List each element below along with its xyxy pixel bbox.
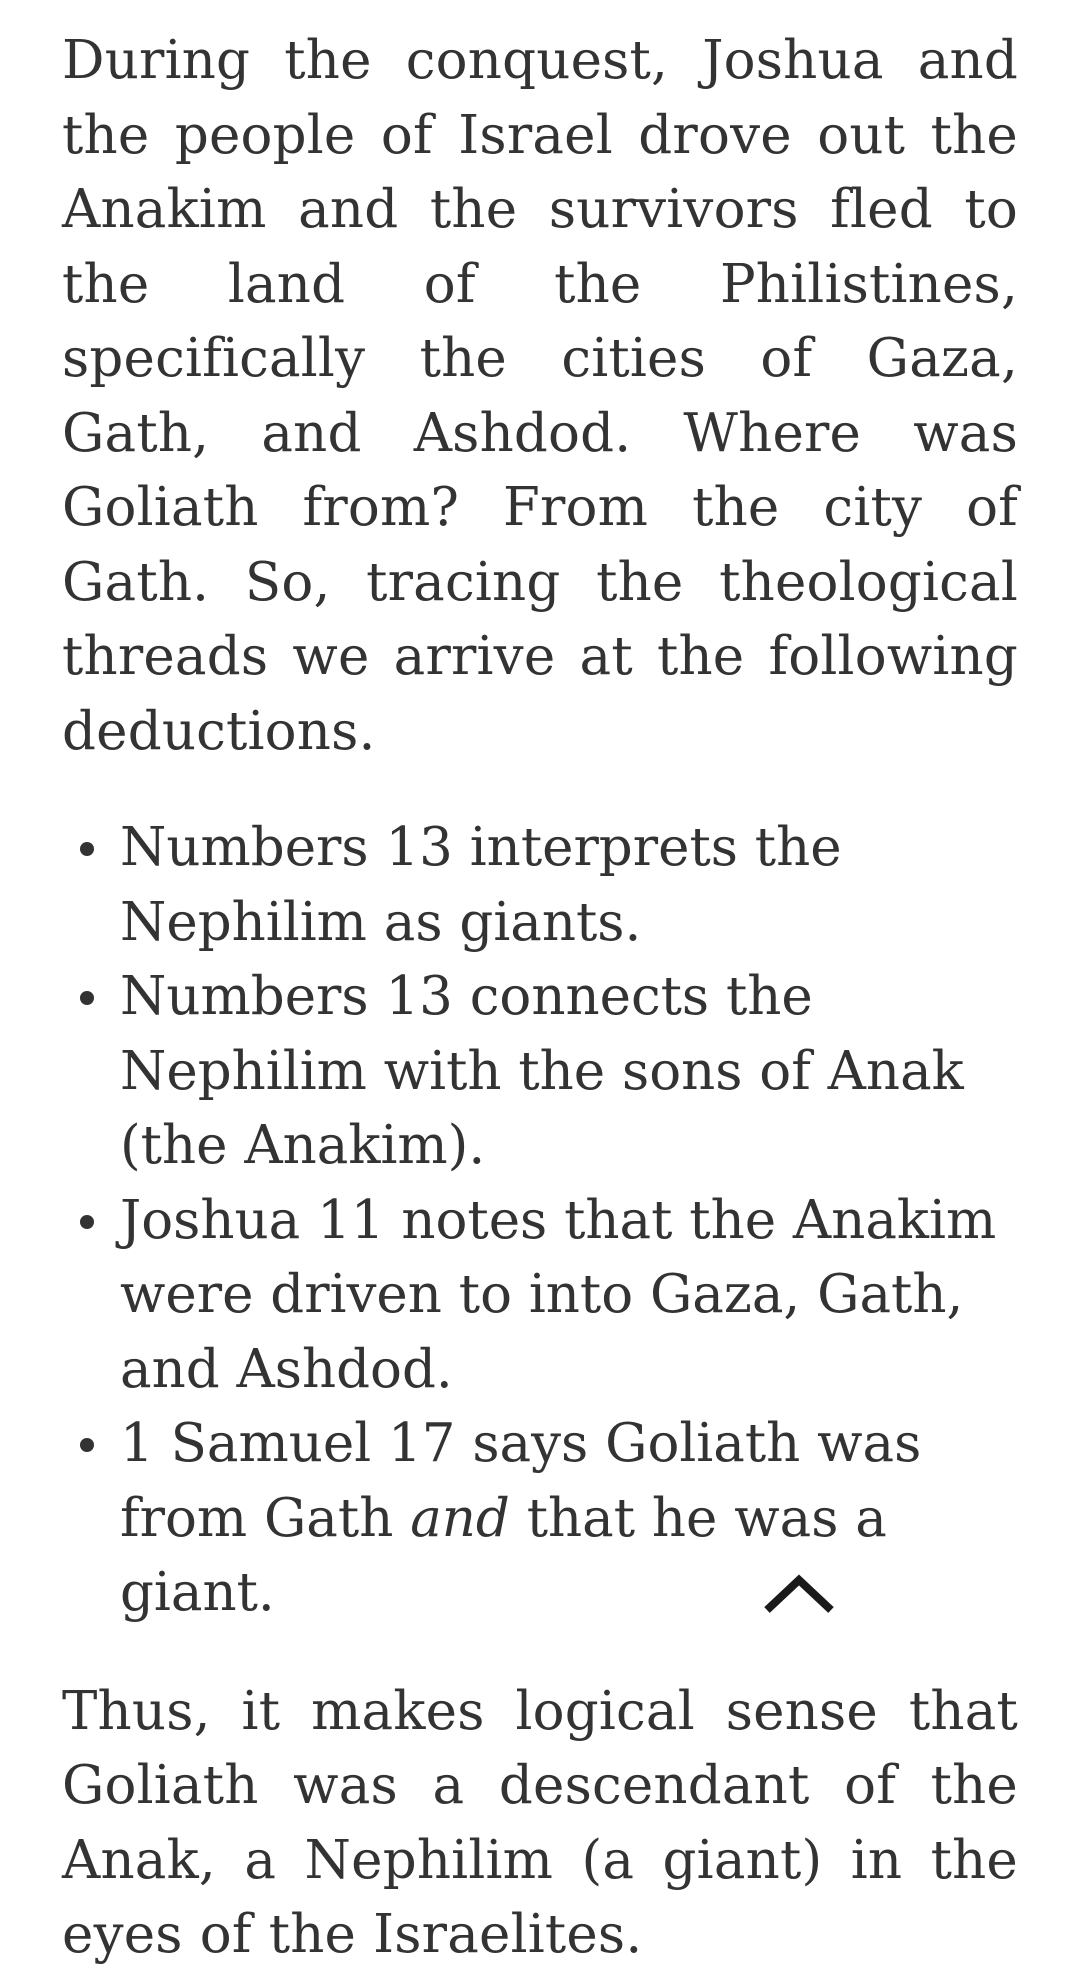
list-item [62, 960, 1018, 1184]
intro-paragraph: During the conquest, Joshua and the people of Israel drove out the Anakim and the survivors fled to the land of the Philistines, specifically the cities of Gaza, Gath, and Ashdod. Where was Goliath from? From the city of Gath. So, tracing the theological threads we arrive at the following deductions. [62, 30, 1018, 762]
bullet-icon [80, 842, 94, 856]
bullet-icon [80, 1215, 94, 1229]
bullet-icon [80, 991, 94, 1005]
deductions-list [62, 811, 1018, 1631]
deduction-text: Numbers 13 connects the Nephilim with the sons of Anak (the Anakim). [120, 966, 964, 1176]
deduction-text: Numbers 13 interprets the Nephilim as giants. [120, 817, 842, 953]
list-item [62, 811, 1018, 960]
bullet-icon [80, 1438, 94, 1452]
deduction-text: Joshua 11 notes that the Anakim were driven to into Gaza, Gath, and Ashdod. [120, 1189, 997, 1400]
list-item [62, 1184, 1018, 1408]
chevron-up-icon [762, 1573, 836, 1615]
deduction-text-start: 1 Samuel 17 says Goliath was from Gath [120, 1413, 922, 1549]
list-item [62, 1407, 1018, 1631]
article-body [62, 24, 1018, 1973]
deduction-text-end: that he was a giant. [120, 1487, 887, 1623]
emphasized-word: and [410, 1487, 510, 1549]
scroll-to-top-button[interactable] [762, 1573, 836, 1615]
conclusion-paragraph: Thus, it makes logical sense that Goliath was a descendant of the Anak, a Nephilim (a giant) in the eyes of the Israelites. [62, 1680, 1018, 1965]
